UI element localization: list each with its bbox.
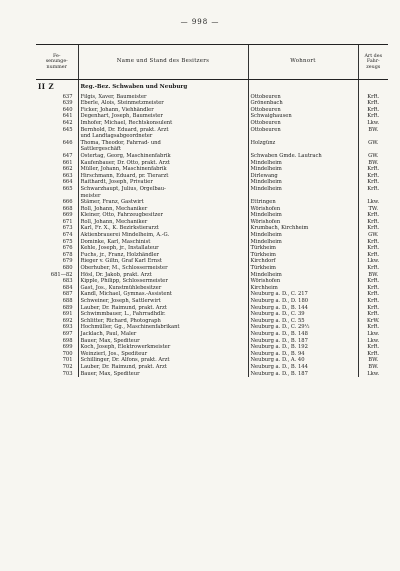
row-place: Ottobeuren (248, 120, 358, 127)
table-row (36, 338, 388, 345)
row-kind: KrR. (358, 113, 388, 120)
table-row (36, 305, 388, 312)
row-owner: Koch, Joseph, Elektrowerkmeister (78, 344, 248, 351)
row-owner: Dominke, Karl, Maschinist (78, 239, 248, 246)
row-kind: Lkw. (358, 371, 388, 378)
row-owner: Sattlergeschäft (78, 146, 248, 153)
row-kind: KrR. (358, 239, 388, 246)
row-owner: Karl, Fr. X., K. Bezirkstierarzt (78, 225, 248, 232)
row-kind: BW. (358, 364, 388, 371)
row-owner: Schwimmbauer, L., Fahrradhdlr. (78, 311, 248, 318)
row-kind: Lkw. (358, 120, 388, 127)
row-number: 662 (62, 166, 73, 173)
row-place: Krumbach, Kirchheim (248, 225, 358, 232)
row-place: Neuburg a. D., B. 144 (248, 305, 358, 312)
row-kind: KrR. (358, 212, 388, 219)
row-place: Türkheim (248, 252, 358, 259)
table-row (36, 252, 388, 259)
row-number: 673 (62, 225, 73, 232)
table-row (36, 344, 388, 351)
row-kind: KrR. (358, 166, 388, 173)
row-number: 678 (62, 251, 73, 258)
header-number-label: Fe- senunge- nummer (45, 53, 68, 70)
row-owner: Roll, Johann, Mechaniker (78, 206, 248, 213)
row-place: Kirchdorf (248, 258, 358, 265)
row-number: 674 (62, 232, 73, 239)
row-owner: Weinzierl, Jos., Spediteur (78, 351, 248, 358)
row-number: 663 (62, 172, 73, 179)
row-kind: Lkw. (358, 258, 388, 265)
row-place: Neuburg a. D., B. 94 (248, 351, 358, 358)
row-owner: Oberhuber, M., Schlossermeister (78, 265, 248, 272)
row-owner: Rieger v. Giltn, Graf Karl Ernst (78, 258, 248, 265)
page-number: — 998 — (180, 18, 220, 26)
row-owner: Hochmüller, Gg., Maschinenfabrikant (78, 324, 248, 331)
table-row (36, 291, 388, 298)
row-place: Mindelheim (248, 179, 358, 186)
row-place: Neuburg a. D., B. 148 (248, 331, 358, 338)
row-place (248, 133, 358, 140)
row-number: 668 (62, 205, 73, 212)
row-number: 699 (62, 344, 73, 351)
row-place: Mindelheim (248, 232, 358, 239)
row-place: Neuburg a. D., B. 187 (248, 338, 358, 345)
row-place: Ottobeuren (248, 94, 358, 101)
row-kind: KrR. (358, 311, 388, 318)
row-kind: BW. (358, 160, 388, 167)
row-owner: Raithardt, Joseph, Privatier (78, 179, 248, 186)
row-kind: KrR. (358, 278, 388, 285)
table-row (36, 113, 388, 120)
row-place: Schwaighausen (248, 113, 358, 120)
table-row (36, 100, 388, 107)
header-number (36, 45, 78, 80)
table-row (36, 127, 388, 134)
row-kind: KrR. (358, 107, 388, 114)
row-owner: Hösl, Dr. Jakob, prakt. Arzt (78, 272, 248, 279)
row-owner: Schlitter, Richard, Photograph (78, 318, 248, 325)
row-owner: Kaufenbauer, Dr. Otto, prakt. Arzt (78, 160, 248, 167)
table-row (36, 153, 388, 160)
row-number: 675 (62, 238, 73, 245)
table-row (36, 364, 388, 371)
row-place: Ottobeuren (248, 127, 358, 134)
row-owner: Schwarzhaupt, Julius, Orgelbau- (78, 186, 248, 193)
header-kind-label: Art des Fahr- zeugs (364, 53, 383, 70)
row-kind: KrR. (358, 186, 388, 193)
row-place: Mindelheim (248, 272, 358, 279)
table-row (36, 258, 388, 265)
table-row (36, 324, 388, 331)
row-owner: Müller, Johann, Maschinenfabrik (78, 166, 248, 173)
row-place (248, 193, 358, 200)
row-number: 689 (62, 304, 73, 311)
table-row (36, 120, 388, 127)
table-row (36, 94, 388, 101)
row-number: 691 (62, 311, 73, 318)
row-kind: KrR. (358, 245, 388, 252)
row-number: 698 (62, 337, 73, 344)
row-place: Neuburg a. D., B. 144 (248, 364, 358, 371)
row-number: 693 (62, 324, 73, 331)
table-row (36, 298, 388, 305)
row-number: 640 (62, 106, 73, 113)
row-kind: BW. (358, 357, 388, 364)
row-number: 681—82 (50, 271, 73, 278)
row-number: 683 (62, 278, 73, 285)
row-number: 687 (62, 291, 73, 298)
row-place: Grönenbach (248, 100, 358, 107)
row-kind: Lkw. (358, 331, 388, 338)
table-row (36, 160, 388, 167)
row-place: Kirchheim (248, 285, 358, 292)
row-place: Neuburg a. D., C. 55 (248, 318, 358, 325)
table-row (36, 245, 388, 252)
row-kind: TW. (358, 206, 388, 213)
row-owner: Lauber, Dr. Raimund, prakt. Arzt (78, 364, 248, 371)
row-owner: Fuchs, jr., Franz, Holzhändler (78, 252, 248, 259)
row-place: Türkheim (248, 245, 358, 252)
table-row (36, 272, 388, 279)
table-row (36, 278, 388, 285)
row-kind: KrR. (358, 344, 388, 351)
row-kind: GW. (358, 140, 388, 147)
row-kind: KrR. (358, 94, 388, 101)
table-row (36, 199, 388, 206)
row-owner: Ostertag, Georg, Maschinenfabrik (78, 153, 248, 160)
row-number (36, 133, 78, 140)
table-row (36, 311, 388, 318)
table-row-continuation (36, 193, 388, 200)
row-number: 688 (62, 298, 73, 304)
row-number: 665 (62, 185, 73, 192)
row-owner: Thoma, Theodor, Fahrrad- und (78, 140, 248, 147)
table-row (36, 225, 388, 232)
row-number: 700 (62, 350, 73, 357)
row-number: 647 (62, 152, 73, 159)
header-name: Name und Stand des Besitzers (78, 45, 248, 80)
row-kind: KrR. (358, 324, 388, 331)
table-row (36, 232, 388, 239)
table-row (36, 219, 388, 226)
row-place: Holzgünz (248, 140, 358, 147)
row-owner: Kleiner, Otto, Fahrzeugbesitzer (78, 212, 248, 219)
row-kind: KrR. (358, 351, 388, 358)
row-kind: KrR. (358, 265, 388, 272)
row-owner: Stämer, Franz, Gastwirt (78, 199, 248, 206)
row-place: Mindelheim (248, 212, 358, 219)
row-kind: BW. (358, 272, 388, 279)
row-number: 701 (62, 357, 73, 364)
row-number: 646 (62, 139, 73, 146)
section-row (36, 80, 388, 94)
row-number: 684 (62, 284, 73, 291)
row-place: Ettringen (248, 199, 358, 206)
row-place: Mindelheim (248, 160, 358, 167)
table-row (36, 331, 388, 338)
row-place: Neuburg a. D., C. 39 (248, 311, 358, 318)
row-owner: Bauer, Max, Spediteur (78, 338, 248, 345)
section-kind-empty (358, 80, 388, 94)
row-place: Mindelheim (248, 166, 358, 173)
row-owner: Eberle, Alois, Steinmetzmeister (78, 100, 248, 107)
row-place: Schwaben Gmde. Lautrach (248, 153, 358, 160)
row-owner: Imhofer, Michael, Rechtskonsulent (78, 120, 248, 127)
row-number: 639 (62, 100, 73, 107)
row-place: Neuburg a. D., A. 40 (248, 357, 358, 364)
row-number: 679 (62, 258, 73, 265)
row-kind: KrR. (358, 291, 388, 298)
row-kind (358, 193, 388, 200)
row-number: 680 (62, 265, 73, 272)
row-owner: Ficker, Johann, Viehhändler (78, 107, 248, 114)
row-place: Wörishofen (248, 219, 358, 226)
row-owner: Lauber, Dr. Raimund, prakt. Arzt (78, 305, 248, 312)
row-place: Ottobeuren (248, 107, 358, 114)
row-number: 676 (62, 245, 73, 252)
row-kind: Lkw. (358, 199, 388, 206)
table-header-row (36, 45, 388, 80)
row-place: Mindelheim (248, 186, 358, 193)
row-owner: Schillinger, Dr. Alfons, prakt. Arzt (78, 357, 248, 364)
row-owner: Roll, Johann, Mechaniker (78, 219, 248, 226)
row-owner: Gast, Jos., Kunstmühlebesitzer (78, 285, 248, 292)
row-place: Wörishofen (248, 206, 358, 213)
row-kind (358, 146, 388, 153)
row-kind (358, 133, 388, 140)
table-row-continuation (36, 133, 388, 140)
row-kind: KrR. (358, 100, 388, 107)
row-owner: Kehle, Joseph, jr., Installateur (78, 245, 248, 252)
row-owner: Bauer, Max, Spediteur (78, 371, 248, 378)
row-number: 703 (62, 370, 73, 377)
table-row (36, 239, 388, 246)
row-place: Wörishofen (248, 278, 358, 285)
table-row (36, 186, 388, 193)
row-number: 645 (62, 126, 73, 133)
row-number: 661 (62, 159, 73, 166)
row-place: Türkheim (248, 265, 358, 272)
row-number (36, 193, 78, 200)
section-place-empty (248, 80, 358, 94)
row-owner: Hirschmann, Eduard, pr. Tierarzt (78, 173, 248, 180)
row-kind: GW. (358, 232, 388, 239)
row-number: 692 (62, 317, 73, 324)
row-number: 637 (62, 93, 73, 100)
row-place: Neuburg a. D., C. 29½ (248, 324, 358, 331)
row-owner: Degenhart, Joseph, Baumeister (78, 113, 248, 120)
header-place: Wohnort (248, 45, 358, 80)
row-owner: meister (78, 193, 248, 200)
table-row (36, 140, 388, 147)
row-number: 666 (62, 199, 73, 206)
row-owner: Kandl, Michael, Gymnas.-Assistent (78, 291, 248, 298)
row-owner: Filgis, Xaver, Baumeister (78, 94, 248, 101)
row-kind: KrR. (358, 285, 388, 292)
register-table (36, 44, 388, 377)
row-kind: KrR. (358, 179, 388, 186)
row-owner: und Landtagsabgeordneter (78, 133, 248, 140)
row-kind: KrW. (358, 318, 388, 325)
table-row (36, 318, 388, 325)
row-kind: KrR. (358, 173, 388, 180)
row-kind: BW. (358, 127, 388, 134)
row-number: 642 (62, 119, 73, 126)
header-kind (358, 45, 388, 80)
row-place: Neuburg a. D., B. 192 (248, 344, 358, 351)
row-owner: Bernhold, Dr. Eduard, prakt. Arzt (78, 127, 248, 134)
table-row (36, 107, 388, 114)
row-owner: Kipple, Philipp, Schlossermeister (78, 278, 248, 285)
table-row (36, 179, 388, 186)
table-row (36, 371, 388, 378)
row-kind: KrR. (358, 219, 388, 226)
table-row (36, 206, 388, 213)
section-region: Reg.-Bez. Schwaben und Neuburg (78, 80, 248, 94)
table-row (36, 212, 388, 219)
row-place: Dirlewang (248, 173, 358, 180)
row-place: Neuburg a. D., B. 187 (248, 371, 358, 378)
row-number: 702 (62, 363, 73, 370)
row-owner: Jacklach, Paul, Maler (78, 331, 248, 338)
row-kind: KrR. (358, 225, 388, 232)
row-number: 664 (62, 179, 73, 186)
row-kind: GW. (358, 153, 388, 160)
table-row (36, 285, 388, 292)
table-row (36, 265, 388, 272)
row-owner: Aktienbrauerei Mindelheim, A.-G. (78, 232, 248, 239)
row-place: Neuburg a. D., D. 180 (248, 298, 358, 305)
row-number (36, 146, 78, 153)
row-owner: Schweiner, Joseph, Sattlerwirt (78, 298, 248, 305)
section-label: II Z (38, 82, 55, 91)
row-kind: Lkw. (358, 338, 388, 345)
row-kind: KrR. (358, 298, 388, 305)
table-row (36, 351, 388, 358)
row-number: 669 (62, 212, 73, 219)
row-number: 697 (62, 330, 73, 337)
row-place: Mindelheim (248, 239, 358, 246)
row-kind: KrR. (358, 252, 388, 259)
table-row (36, 357, 388, 364)
table-row (36, 166, 388, 173)
table-row (36, 173, 388, 180)
row-place (248, 146, 358, 153)
row-number: 641 (62, 113, 73, 120)
row-number: 671 (62, 218, 73, 225)
row-kind: KrR. (358, 305, 388, 312)
row-place: Neuburg a. D., C. 217 (248, 291, 358, 298)
table-row-continuation (36, 146, 388, 153)
